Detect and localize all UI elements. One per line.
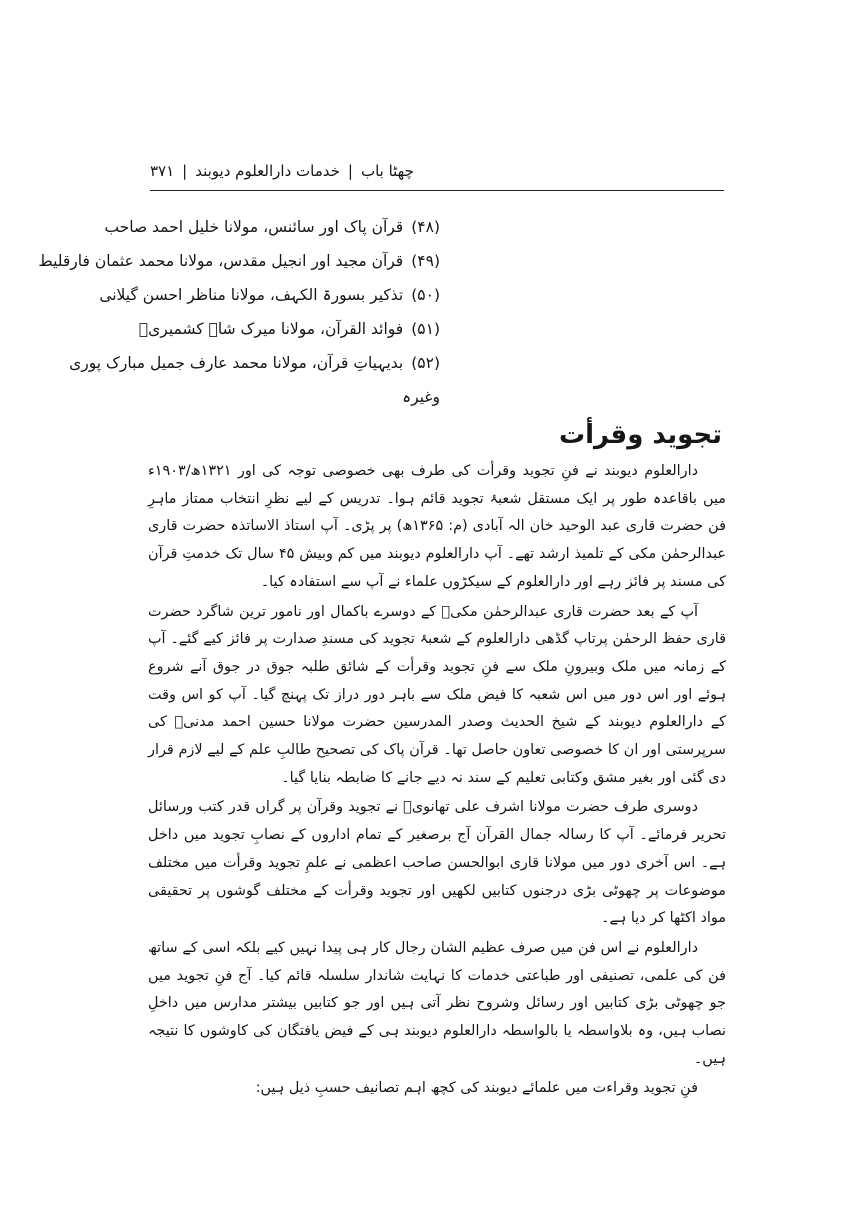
paragraph: دارالعلوم دیوبند نے فنِ تجوید وقرأت کی طرف بھی خصوصی توجہ کی اور ۱۳۲۱ھ/۱۹۰۳ء میں باقاعدہ طور پر ایک مستقل شعبۂ تجوید قائم ہوا۔ تدریس کے لیے نظرِ انتخاب ممتاز ماہرِ فن حضرت قاری عبد الوحید خان الہ آبادی (م: ۱۳۶۵ھ) پر پڑی۔ آپ استاذ الاساتذہ حضرت قاری عبدالرحمٰن مکی کے تلمیذ ارشد تھے۔ آپ دارالعلوم دیوبند میں کم وبیش ۴۵ سال تک خدمتِ قرآن کی مسند پر فائز رہے اور دارالعلوم کے سیکڑوں علماء نے آپ سے استفادہ کیا۔ [148, 463, 726, 590]
item-text: بدیہیاتِ قرآن، مولانا محمد عارف جمیل مبارک پوری [69, 354, 404, 372]
header-separator: | [347, 162, 353, 180]
list-item [140, 312, 440, 346]
item-text: قرآن مجید اور انجیل مقدس، مولانا محمد عثمان فارقلیط [38, 252, 404, 270]
paragraph: فنِ تجوید وقراءت میں علمائے دیوبند کی کچھ اہم تصانیف حسبِ ذیل ہیں: [255, 1080, 698, 1097]
list-etc: وغیرہ [402, 388, 440, 406]
header-separator: | [182, 162, 188, 180]
body-text [148, 458, 726, 1103]
section-heading: تجوید وقرأت [558, 420, 722, 450]
list-item [69, 346, 440, 380]
item-number: (۴۸) [411, 218, 440, 236]
paragraph: دارالعلوم نے اس فن میں صرف عظیم الشان رجال کار ہی پیدا نہیں کیے بلکہ اسی کے ساتھ فن کی علمی، تصنیفی اور طباعتی خدمات کا نہایت شاندار سلسلہ قائم کیا۔ آج فنِ تجوید میں جو چھوٹی بڑی کتابیں اور رسائل وشروح نظر آتی ہیں اور جو کتابیں بیشتر مدارس میں داخلِ نصاب ہیں، وہ بلاواسطہ یا بالواسطہ دارالعلوم دیوبند ہی کے فیض یافتگان کی کاوشوں کا نتیجہ ہیں۔ [148, 939, 726, 1067]
list-item [38, 244, 440, 278]
list-item [99, 278, 440, 312]
item-number: (۵۱) [411, 320, 440, 338]
item-number: (۵۰) [411, 286, 440, 304]
page-number: ۳۷۱ [150, 162, 175, 180]
header-divider [150, 190, 724, 191]
item-number: (۴۹) [411, 252, 440, 270]
item-text: فوائد القرآن، مولانا میرک شاہ کشمیریؒ [138, 320, 404, 338]
item-text: تذکیر بسورۃ الکہف، مولانا مناظر احسن گیلانی [99, 286, 404, 304]
chapter-label: چھٹا باب [360, 162, 414, 180]
running-header [150, 162, 724, 180]
paragraph: آپ کے بعد حضرت قاری عبدالرحمٰن مکیؒ کے دوسرے باکمال اور نامور ترین شاگرد حضرت قاری حفظ الرحمٰن پرتاپ گڈھی دارالعلوم کے شعبۂ تجوید کی مسندِ صدارت پر فائز کیے گئے۔ آپ کے زمانہ میں ملک وبیرونِ ملک سے فنِ تجوید وقرأت کے شائق طلبہ جوق در جوق آنے شروع ہوئے اور اس دور میں اس شعبہ کا فیض ملک سے باہر دور دراز تک پہنچ گیا۔ آپ کو اس وقت کے دارالعلوم دیوبند کے شیخ الحدیث وصدر المدرسین حضرت مولانا حسین احمد مدنیؒ کی سرپرستی اور ان کا خصوصی تعاون حاصل تھا۔ قرآن پاک کی تصحیح طالبِ علم کے لیے لازم قرار دی گئی اور بغیر مشق وکتابی تعلیم کے سند نہ دیے جانے کا ضابطہ بنایا گیا۔ [148, 603, 726, 786]
paragraph: دوسری طرف حضرت مولانا اشرف علی تھانویؒ نے تجوید وقرآن پر گراں قدر کتب ورسائل تحریر فرمائے۔ آپ کا رسالہ جمال القرآن آج برصغیر کے تمام اداروں کے نصابِ تجوید میں داخل ہے۔ اس آخری دور میں مولانا قاری ابوالحسن صاحب اعظمی نے علمِ تجوید وقرأت میں مختلف موضوعات پر چھوٹی بڑی درجنوں کتابیں لکھیں اور تجوید وقرأت کے مختلف گوشوں پر تحقیقی مواد اکٹھا کر دیا ہے۔ [148, 799, 726, 927]
item-number: (۵۲) [411, 354, 440, 372]
item-text: قرآن پاک اور سائنس، مولانا خلیل احمد صاحب [104, 218, 404, 236]
list-item [104, 210, 440, 244]
book-list [38, 210, 440, 414]
section-label: خدمات دارالعلوم دیوبند [195, 162, 340, 180]
